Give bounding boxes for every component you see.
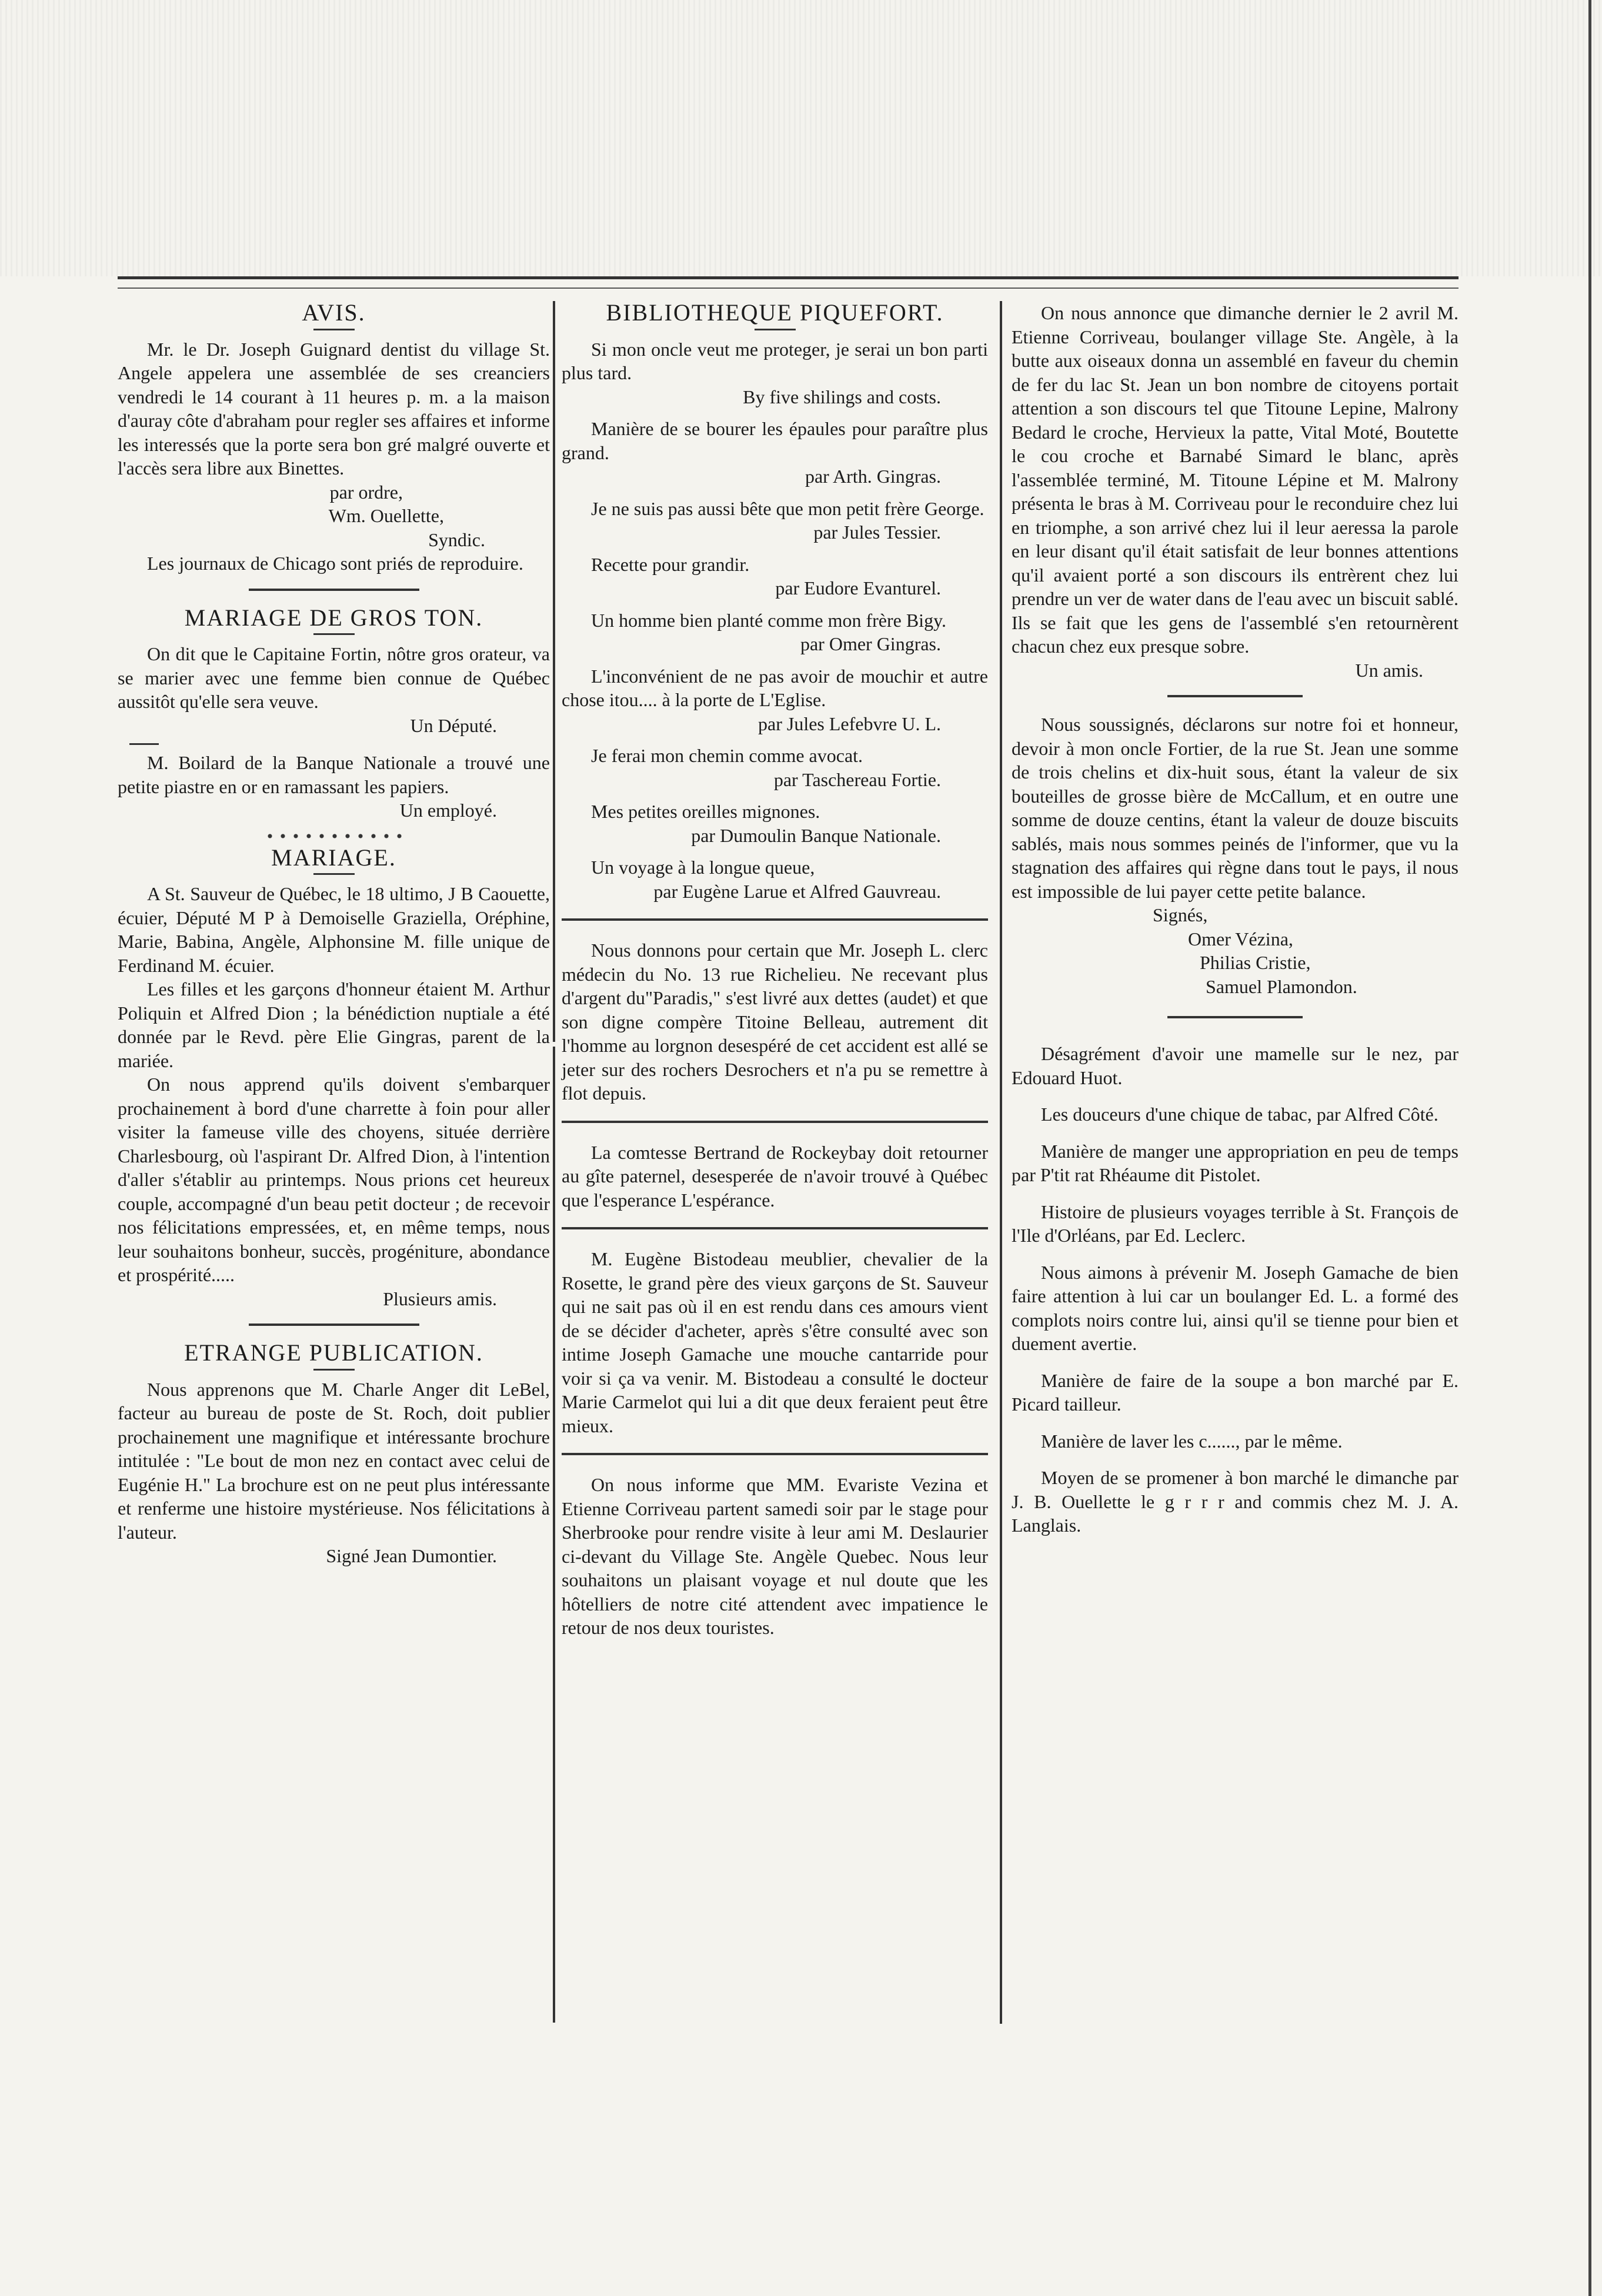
signatory-name: Omer Vézina,	[1188, 928, 1293, 950]
list-item	[1012, 1261, 1459, 1356]
book-author: par Taschereau Fortie.	[773, 768, 941, 790]
section-rule	[562, 1121, 988, 1123]
list-item	[1012, 1466, 1459, 1538]
book-title: Un homme bien planté comme mon frère Bigy.	[591, 609, 946, 631]
signatory-name: Philias Cristie,	[1200, 952, 1311, 973]
book-author: par Omer Gingras.	[800, 633, 941, 654]
book-item	[562, 800, 988, 847]
book-item	[562, 553, 988, 600]
book-title: Je ne suis pas aussi bête que mon petit frère George.	[591, 497, 984, 519]
list-item	[1012, 1369, 1459, 1416]
corriveau-paragraph: On nous annonce que dimanche dernier le 2 avril M. Etienne Corriveau, boulanger village Ste. Angèle, à la butte aux oiseaux donna un assemblé en faveur du chemin de fer du lac St. Jean un bon nombre de citoyens portait attention a son discours tel que Titoune Lepine, Malrony Bedard le croche, Hervieux la patte, Vital Moté, Boutette le cou croche et Barnabé Simard le blanc, après l'assemblée terminé, M. Titoune Lépine et M. Malrony présenta le bras à M. Corriveau pour le reconduire chez lui en triomphe, a son arrivé chez lui il leur aeressa la parole en leur disant qu'il était satisfait de leur bonnes attentions qu'il avaient porté a son discours ils entrèrent chez lui prendre un ver de water dans de l'eau avec un biscuit sablé. Ils se fait que les gens de l'assemblé s'en retournèrent chacun chez eux presque sobre.	[1012, 302, 1459, 657]
list-item-text: Nous aimons à prévenir M. Joseph Gamache de bien faire attention à lui car un boulanger Ed. L. a formé des complots noirs contre lui, ainsi qu'il se tienne pour bien et duement avertie.	[1012, 1261, 1459, 1354]
separator	[1167, 695, 1303, 697]
list-item-text: Manière de manger une appropriation en peu de temps par P'tit rat Rhéaume dit Pistolet.	[1012, 1140, 1459, 1185]
gros-ton-notice	[118, 606, 550, 823]
gros-ton-signature: Un Député.	[410, 714, 497, 736]
book-author: par Arth. Gingras.	[805, 466, 941, 487]
column-divider-1a	[553, 301, 555, 1042]
list-item	[1012, 1042, 1459, 1089]
column-2	[562, 301, 988, 1640]
book-item	[562, 744, 988, 791]
list-item-text: Les douceurs d'une chique de tabac, par Alfred Côté.	[1041, 1104, 1439, 1125]
corriveau-signature: Un amis.	[1355, 659, 1423, 681]
signatory-name: Samuel Plamondon.	[1206, 975, 1357, 997]
book-author: par Dumoulin Banque Nationale.	[691, 824, 941, 846]
etrange-body: Nous apprenons que M. Charle Anger dit LeBel, facteur au bureau de poste de St. Roch, doit publier prochainement une magnifique et intéressante brochure intitulée : "Le bout de mon nez en contact avec celui de Eugénie H." La brochure est on ne peut plus intéressante et renferme une histoire mystérieuse. Nos félicitations à l'auteur.	[118, 1378, 550, 1543]
avis-sig-order: par ordre,	[329, 481, 403, 503]
list-item-text: Histoire de plusieurs voyages terrible à St. François de l'Ile d'Orléans, par Ed. Leclerc.	[1012, 1201, 1459, 1246]
joseph-paragraph: Nous donnons pour certain que Mr. Joseph L. clerc médecin du No. 13 rue Richelieu. Ne recevant plus d'argent du"Paradis," s'est livré aux dettes (audet) et que son digne compère Titoine Belleau, autrement dit l'homme au lorgnon desespéré de cet accident est allé se jeter sur des rochers Desrochers et n'a pu se remettre à flot depuis.	[562, 940, 988, 1104]
signes-label: Signés,	[1153, 904, 1208, 925]
avis-notice	[118, 301, 550, 576]
book-author: par Eudore Evanturel.	[775, 577, 941, 599]
book-item	[562, 417, 988, 489]
book-author: par Eugène Larue et Alfred Gauvreau.	[653, 880, 941, 902]
column-divider-2	[1000, 301, 1002, 2024]
avis-heading: AVIS.	[302, 299, 366, 326]
vezina-paragraph: On nous informe que MM. Evariste Vezina et Etienne Corriveau partent samedi soir par le stage pour Sherbrooke pour rendre visite à leur ami M. Deslaurier ci-devant du Village Ste. Angèle Quebec. Nous leur souhaitons un plaisant voyage et nul doute que les hôtelliers de notre cité attendent avec impatience le retour de nos deux touristes.	[562, 1474, 988, 1638]
book-author: par Jules Tessier.	[813, 522, 941, 543]
etrange-notice	[118, 1341, 550, 1568]
section-rule	[562, 1227, 988, 1229]
heading-rule	[755, 329, 796, 330]
heading-rule	[313, 633, 355, 635]
dash-rule	[129, 743, 159, 745]
heading-rule	[313, 1369, 355, 1371]
book-title: Mes petites oreilles mignones.	[591, 801, 820, 822]
boilard-body: M. Boilard de la Banque Nationale a trouvé une petite piastre en or en ramassant les papiers.	[118, 752, 550, 797]
book-title: Je ferai mon chemin comme avocat.	[591, 745, 863, 766]
comtesse-paragraph: La comtesse Bertrand de Rockeybay doit retourner au gîte paternel, desesperée de n'avoir trouvé à Québec que l'esperance L'espérance.	[562, 1141, 988, 1211]
list-item	[1012, 1102, 1459, 1127]
boilard-signature: Un employé.	[399, 800, 497, 821]
separator	[249, 1324, 419, 1326]
book-item	[562, 497, 988, 544]
section-rule	[562, 918, 988, 921]
book-title: Manière de se bourer les épaules pour paraître plus grand.	[562, 418, 988, 463]
mariage-p3: On nous apprend qu'ils doivent s'embarquer prochainement à bord d'une charrette à foin pour aller visiter la fameuse ville des choyens, située derrière Charlesbourg, où l'aspirant Dr. Alfred Dion, à l'intention d'aller s'établir au printemps. Nous prions cet heureux couple, accompagné d'un beau petit docteur ; de recevoir nos félicitations empressées, et, en même temps, nous leur souhaitons bonheur, succès, progéniture, abondance et prospérité.....	[118, 1074, 550, 1285]
book-item	[562, 609, 988, 656]
list-item	[1012, 1139, 1459, 1187]
ornament-separator	[263, 833, 405, 839]
etrange-signature: Signé Jean Dumontier.	[326, 1545, 497, 1566]
avis-body: Mr. le Dr. Joseph Guignard dentist du village St. Angele appelera une assemblée de ses creanciers vendredi le 14 courant à 11 heures p. m. a la maison d'auray côte d'abraham pour regler ses affaires et informe les interessés que la porte sera bon gré malgré ouverte et l'accès sera libre aux Binettes.	[118, 338, 550, 479]
bistodeau-paragraph: M. Eugène Bistodeau meublier, chevalier de la Rosette, le grand père des vieux garçons de St. Sauveur qui ne sait pas où il en est rendu dans ces amours vient de se décider d'acheter, après s'être consulté avec son intime Joseph Gamache une mouche cantarride pour voir si ça va venir. M. Bistodeau a consulté le docteur Marie Carmelot qui lui a dit que deux feraient peut être mieux.	[562, 1248, 988, 1436]
etrange-heading: ETRANGE PUBLICATION.	[184, 1339, 483, 1366]
heading-rule	[313, 873, 355, 875]
gros-ton-body: On dit que le Capitaine Fortin, nôtre gros orateur, va se marier avec une femme bien connue de Québec aussitôt qu'elle sera veuve.	[118, 643, 550, 712]
list-item-text: Manière de faire de la soupe a bon marché par E. Picard tailleur.	[1012, 1369, 1459, 1415]
bibliotheque-heading: BIBLIOTHEQUE PIQUEFORT.	[606, 299, 944, 326]
book-item	[562, 855, 988, 903]
separator	[1167, 1016, 1303, 1018]
header-rule-right	[641, 276, 1459, 289]
separator	[249, 589, 419, 591]
gros-ton-heading: MARIAGE DE GROS TON.	[184, 604, 483, 631]
book-title: Si mon oncle veut me proteger, je serai un bon parti plus tard.	[562, 338, 988, 383]
heading-rule	[313, 329, 355, 330]
header-rule-left	[118, 276, 641, 289]
mariage-notice	[118, 846, 550, 1311]
mariage-signature: Plusieurs amis.	[383, 1288, 497, 1309]
list-item-text: Désagrément d'avoir une mamelle sur le nez, par Edouard Huot.	[1012, 1043, 1459, 1088]
column-3	[1012, 301, 1459, 1550]
column-1	[118, 301, 550, 1574]
book-author: par Jules Lefebvre U. L.	[758, 713, 941, 734]
column-divider-1b	[553, 1047, 555, 2023]
mariage-heading: MARIAGE.	[271, 844, 396, 871]
book-title: Un voyage à la longue queue,	[591, 857, 815, 878]
list-item	[1012, 1200, 1459, 1248]
avis-sig-title: Syndic.	[428, 529, 485, 550]
list-item-text: Manière de laver les c......, par le même.	[1041, 1430, 1343, 1452]
list-item	[1012, 1429, 1459, 1453]
list-item-text: Moyen de se promener à bon marché le dimanche par J. B. Ouellette le g r r r and commis chez M. J. A. Langlais.	[1012, 1467, 1459, 1536]
book-title: Recette pour grandir.	[591, 553, 750, 575]
book-title: L'inconvénient de ne pas avoir de mouchir et autre chose itou.... à la porte de L'Eglise.	[562, 665, 988, 710]
avis-note: Les journaux de Chicago sont priés de reproduire.	[147, 553, 523, 574]
mariage-p2: Les filles et les garçons d'honneur étaient M. Arthur Poliquin et Alfred Dion ; la bénédiction nuptiale a été donnée par le Revd. père Elie Gingras, parent de la mariée.	[118, 978, 550, 1071]
soussignes-paragraph: Nous soussignés, déclarons sur notre foi et honneur, devoir à mon oncle Fortier, de la rue St. Jean une somme de trois chelins et dix-huit sous, étant la valeur de six bouteilles de grosse bière de McCallum, et en outre une somme de douze centins, étant la valeur de douze biscuits sablés, mais nous sommes peinés de l'informer, que vu la stagnation des affaires qui règne dans tout le pays, il nous est impossible de lui payer cette petite balance.	[1012, 714, 1459, 902]
avis-sig-name: Wm. Ouellette,	[328, 505, 444, 526]
book-item	[562, 337, 988, 409]
book-item	[562, 664, 988, 736]
book-author: By five shilings and costs.	[743, 386, 941, 407]
mariage-p1: A St. Sauveur de Québec, le 18 ultimo, J B Caouette, écuier, Député M P à Demoiselle Graziella, Oréphine, Marie, Babina, Angèle, Alphonsine M. fille unique de Ferdinand M. écuier.	[118, 883, 550, 976]
section-rule	[562, 1453, 988, 1455]
